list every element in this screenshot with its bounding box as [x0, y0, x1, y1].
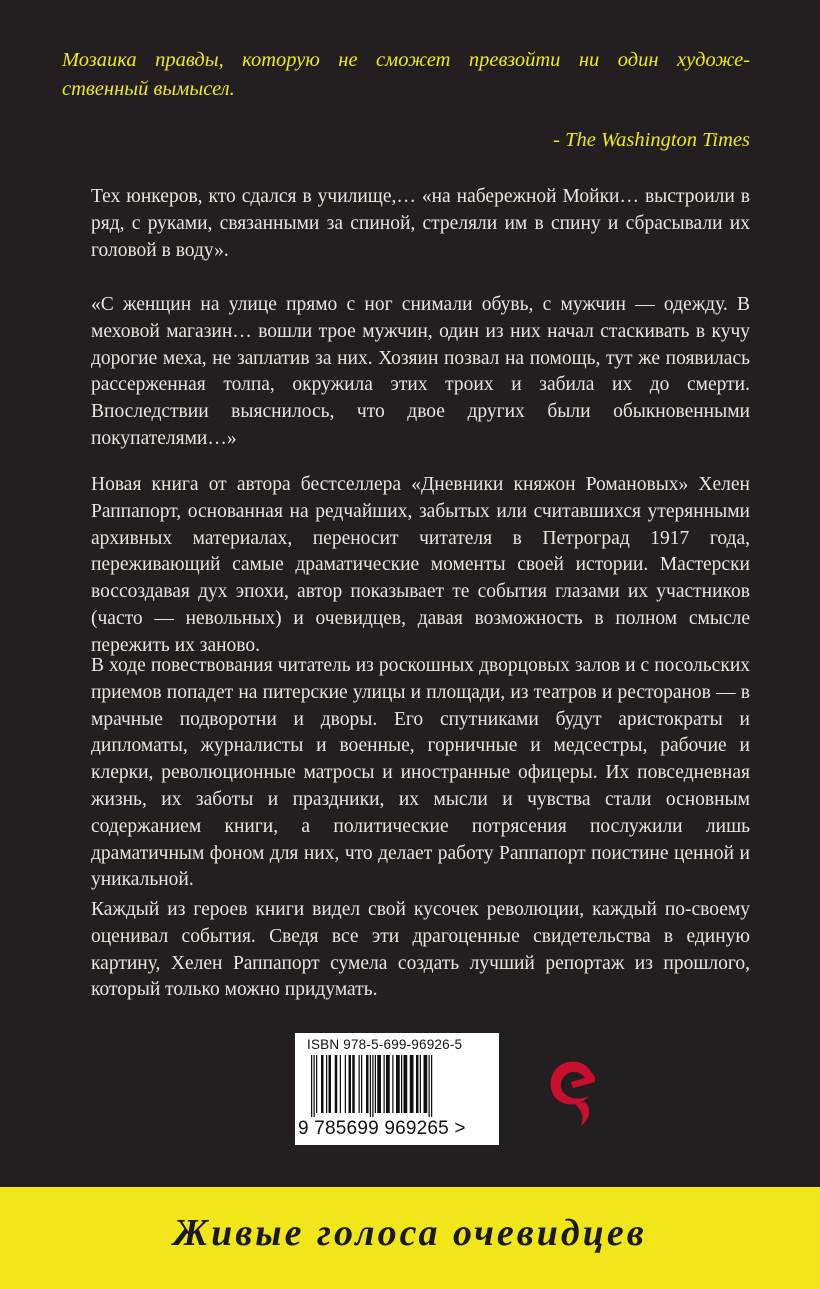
barcode-bar: [329, 1055, 332, 1113]
eksmo-logo-icon: [545, 1052, 601, 1128]
barcode-bar: [424, 1055, 428, 1113]
barcode-bar: [311, 1055, 312, 1117]
barcode-bar: [321, 1055, 324, 1113]
excerpt-paragraph-1: Тех юнкеров, кто сдался в училище,… «на набережной Мойки… выстроили в ряд, с руками, связанными за спиной, стреляли им в спину и сбрасывали их головой в воду».: [91, 186, 750, 261]
barcode-bar: [392, 1055, 393, 1113]
barcode-bar: [420, 1055, 421, 1113]
barcode-bar: [375, 1055, 376, 1113]
review-quote: [62, 46, 750, 104]
barcode-bar: [386, 1055, 390, 1113]
barcode-bar: [410, 1055, 414, 1113]
isbn-label: ISBN 978-5-699-96926-5: [307, 1037, 463, 1052]
series-title: Живые голоса очевидцев: [173, 1212, 647, 1254]
description-paragraph-1: Новая книга от автора бестселлера «Дневники княжон Романовых» Хелен Раппапорт, основанная на редчайших, забытых или считавшихся утерянными архивных материалах, переносит читателя в Петроград 1917 года, переживающий самые драматические моменты своей истории. Мастерски воссоздавая дух эпохи, автор показывает те события глазами их участников (часто — невольных) и очевидцев, давая возможность в полном смысле пережить их заново.: [91, 474, 750, 656]
series-band: [0, 1187, 820, 1289]
barcode-bar: [431, 1055, 432, 1117]
barcode-bars: [301, 1055, 493, 1117]
barcode-digits: 9 785699 969265 >: [298, 1118, 466, 1139]
isbn-barcode: [295, 1033, 499, 1145]
barcode-bar: [429, 1055, 430, 1117]
barcode-bar: [396, 1055, 400, 1113]
excerpt-paragraph-2: «С женщин на улице прямо с ног снимали обувь, с мужчин — одежду. В меховой магазин… вошли трое мужчин, один из них начал стаскивать в кучу дорогие меха, не заплатив за них. Хозяин позвал на помощь, тут же появилась рассерженная толпа, окружила этих троих и забила их до смерти. Впоследствии выяснилось, что двое других были обыкновенными покупателями…»: [91, 294, 750, 449]
barcode-bar: [377, 1055, 381, 1113]
barcode-bar: [370, 1055, 371, 1117]
barcode-bar: [340, 1055, 341, 1113]
barcode-bar: [352, 1055, 355, 1113]
barcode-bar: [335, 1055, 338, 1113]
barcode-bar: [349, 1055, 352, 1113]
barcode-bar: [345, 1055, 346, 1113]
barcode-bar: [372, 1055, 373, 1117]
barcode-bar: [416, 1055, 419, 1113]
barcode-bar: [401, 1055, 402, 1113]
barcode-bar: [316, 1055, 317, 1113]
description-paragraph-3: Каждый из героев книги видел свой кусочек революции, каждый по-своему оценивал события. Сведя все эти драгоценные свидетельства в единую картину, Хелен Раппапорт сумела создать лучший репортаж из прошлого, который только можно придумать.: [91, 899, 750, 1001]
review-quote-line-2: ственный вымысел.: [62, 78, 235, 100]
barcode-bar: [404, 1055, 408, 1113]
description-paragraph-2: В ходе повествования читатель из роскошных дворцовых залов и с посольских приемов попадет на питерские улицы и площади, из театров и ресторанов — в мрачные подворотни и дворы. Его спутниками будут аристократы и дипломаты, журналисты и военные, горничные и медсестры, рабочие и клерки, революционные матросы и иностранные офицеры. Их повседневная жизнь, их заботы и праздники, их мысли и чувства стали основным содержанием книги, а политические потрясения послужили лишь драматичным фоном для них, что делает работу Раппапорт поистине ценной и уникальной.: [91, 655, 750, 891]
review-source: - The Washington Times: [553, 129, 750, 151]
review-quote-line-1: Мозаика правды, которую не сможет превзойти ни один художе-: [62, 49, 750, 71]
barcode-bar: [314, 1055, 315, 1117]
barcode-bar: [359, 1055, 360, 1113]
barcode-bar: [384, 1055, 385, 1113]
barcode-bar: [326, 1055, 327, 1113]
barcode-bar: [361, 1055, 362, 1113]
barcode-bar: [366, 1055, 369, 1113]
